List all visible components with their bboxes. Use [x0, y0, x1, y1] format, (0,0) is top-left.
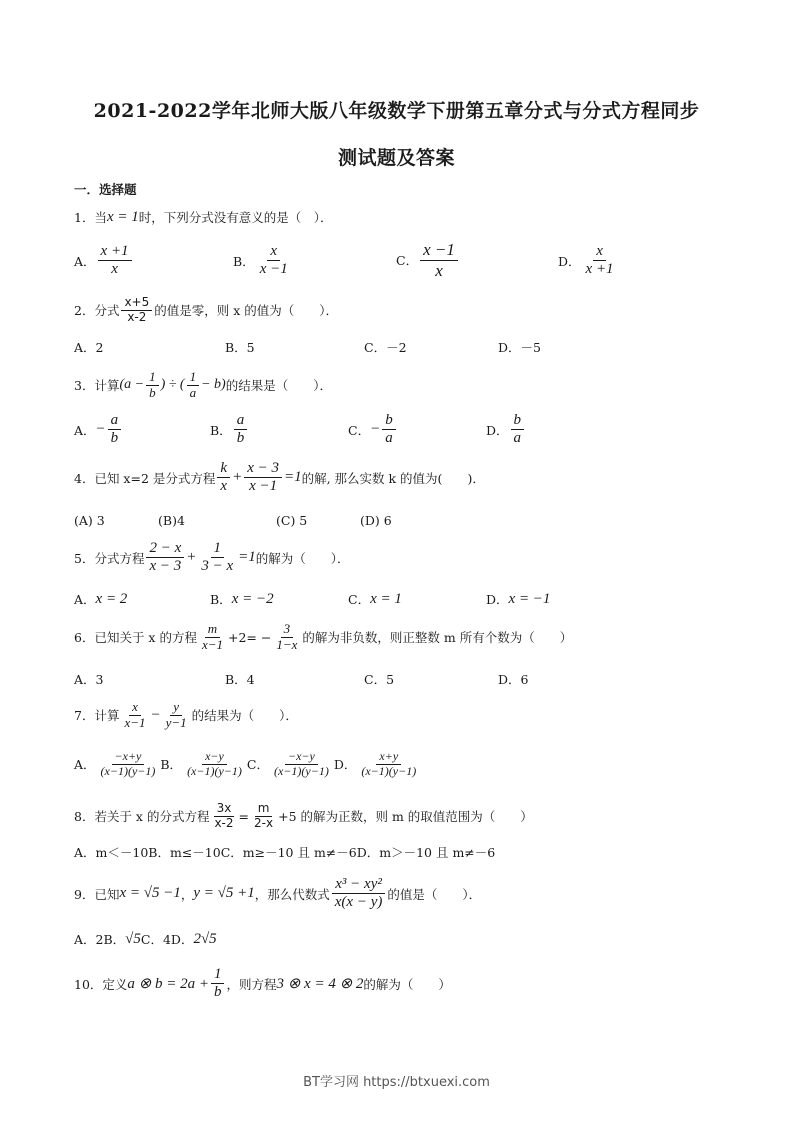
q9-options	[74, 930, 217, 948]
numerator: 1	[211, 966, 225, 984]
fraction	[199, 622, 226, 653]
q3-option-b	[210, 412, 249, 448]
option-label-d: D．	[333, 757, 357, 773]
denominator: b	[110, 430, 119, 447]
fraction	[244, 460, 282, 496]
numerator: k	[217, 460, 230, 478]
denominator: x(x − y)	[334, 894, 383, 911]
denominator: 3 − x	[201, 558, 234, 575]
section-heading: 一．选择题	[74, 182, 137, 197]
math-text: ，则方程	[226, 976, 277, 992]
option-math: x = −1	[508, 590, 551, 607]
sign: −	[370, 421, 381, 438]
option-label: B．	[210, 592, 232, 607]
q9-stem-post: 的值是（ ）．	[387, 886, 482, 902]
question-9	[74, 876, 481, 912]
q1-stem-pre: 1．当	[74, 210, 107, 225]
q2-stem-post: 的值是零，则 x 的值为（ ）．	[154, 303, 338, 319]
q1-math: x = 1	[106, 208, 139, 225]
numerator: 3x	[214, 802, 235, 817]
denominator: x	[220, 478, 228, 495]
option-label: B．	[233, 253, 255, 269]
denominator: x −1	[259, 261, 288, 278]
question-8	[74, 802, 533, 831]
numerator: 1	[187, 370, 200, 386]
numerator: x	[267, 243, 280, 261]
question-1	[74, 208, 333, 226]
numerator: x+5	[121, 296, 152, 311]
question-10	[74, 966, 451, 1002]
fraction	[251, 802, 276, 831]
numerator: m	[205, 622, 220, 638]
math-text: a ⊗ b = 2a +	[127, 976, 209, 993]
fraction	[198, 540, 236, 576]
fraction	[211, 966, 225, 1002]
fraction	[420, 240, 458, 280]
numerator: 2 − x	[146, 540, 184, 558]
numerator: x − 3	[244, 460, 282, 478]
separator: ，	[180, 886, 194, 902]
denominator: (x−1)(y−1)	[100, 763, 156, 778]
document-title-line-1: 2021-2022学年北师大版八年级数学下册第五章分式与分式方程同步	[93, 100, 700, 122]
q1-option-d	[558, 243, 619, 279]
math-text: (a −	[119, 377, 145, 393]
option-math: x = 2	[95, 590, 128, 607]
option-math: 2√5	[193, 930, 217, 947]
equals: =	[238, 808, 250, 824]
x-definition: x = √5 −1	[119, 885, 181, 902]
fraction	[187, 370, 200, 401]
q3-stem-pre: 3．计算	[74, 378, 120, 394]
question-4	[74, 460, 485, 496]
numerator: 3	[281, 622, 294, 638]
minus-sign: −	[150, 706, 161, 723]
numerator: b	[382, 412, 396, 430]
numerator: m	[255, 802, 273, 817]
q2-stem-pre: 2．分式	[74, 303, 120, 319]
denominator: b	[236, 430, 245, 447]
q4-stem-post: 的解, 那么实数 k 的值为( )．	[301, 470, 485, 486]
numerator: y	[170, 700, 182, 716]
fraction	[271, 750, 332, 779]
y-definition: y = √5 +1	[193, 885, 255, 902]
q8-options: A．m＜－10B．m≤－10C．m≥－10 且 m≠－6D．m＞－10 且 m≠－6	[74, 845, 496, 860]
fraction	[234, 412, 248, 448]
denominator: b	[213, 984, 222, 1001]
fraction	[98, 750, 159, 779]
denominator: (x−1)(y−1)	[361, 763, 417, 778]
fraction	[121, 700, 148, 731]
q4-option-d: (D) 6	[360, 513, 392, 528]
option-label: A．	[74, 422, 96, 438]
q5-stem-post: 的解为（ ）．	[255, 550, 350, 566]
math-text: − b)	[201, 377, 226, 393]
numerator: −x−y	[285, 750, 318, 765]
denominator: x − 3	[149, 558, 182, 575]
question-7	[74, 700, 298, 731]
q1-option-b	[233, 243, 293, 279]
q6-stem-post: 的解为非负数，则正整数 m 所有个数为（ ）	[302, 630, 573, 646]
option-label-c: C．	[246, 757, 269, 773]
fraction	[211, 802, 236, 831]
equation: 3 ⊗ x = 4 ⊗ 2	[276, 976, 364, 993]
option-label: C．	[348, 422, 371, 438]
fraction	[121, 296, 152, 325]
option-math: x = −2	[231, 590, 274, 607]
fraction	[184, 750, 245, 779]
math-text: +2= −	[228, 629, 272, 645]
denominator: 2-x	[254, 815, 274, 830]
q8-stem-post: +5 的解为正数，则 m 的取值范围为（ ）	[278, 809, 533, 825]
numerator: 1	[211, 540, 225, 558]
denominator: x−1	[201, 636, 223, 652]
denominator: x +1	[585, 261, 614, 278]
q10-stem-pre: 10．定义	[74, 976, 128, 992]
denominator: (x−1)(y−1)	[187, 763, 242, 778]
denominator: x	[111, 261, 118, 278]
denominator: x −1	[249, 478, 278, 495]
option-math: x = 1	[370, 590, 402, 607]
sign: −	[95, 421, 106, 438]
q1-option-a	[74, 243, 134, 279]
plus-sign: +	[186, 549, 197, 566]
denominator: y−1	[165, 714, 187, 730]
numerator: x +1	[98, 243, 132, 261]
denominator: a	[189, 384, 197, 400]
denominator: x	[435, 260, 443, 280]
q1-stem-post: 时，下列分式没有意义的是（ ）．	[138, 210, 333, 225]
q6-option-d: D．6	[498, 672, 529, 687]
question-3	[74, 370, 332, 401]
q6-option-b: B．4	[225, 672, 255, 687]
q5-option-a	[74, 590, 127, 608]
q2-option-d: D．－5	[498, 340, 541, 355]
q9-stem-pre: 9．已知	[74, 886, 120, 902]
q2-option-a: A．2	[74, 340, 104, 355]
denominator: a	[385, 430, 393, 447]
denominator: x−1	[124, 714, 146, 730]
question-6	[74, 622, 572, 653]
fraction	[108, 412, 122, 448]
option-label: D．	[486, 592, 509, 607]
numerator: x	[129, 700, 141, 716]
numerator: x−y	[202, 750, 227, 765]
plus-sign: +	[232, 469, 243, 486]
q5-stem-pre: 5．分式方程	[74, 550, 145, 566]
fraction	[217, 460, 230, 496]
q4-option-b: (B)4	[158, 513, 185, 528]
document-title-line-2: 测试题及答案	[337, 147, 455, 169]
q4-stem-pre: 4．已知 x=2 是分式方程	[74, 470, 216, 486]
numerator: x³ − xy²	[332, 876, 385, 894]
fraction	[332, 876, 386, 912]
q6-stem-pre: 6．已知关于 x 的方程	[74, 630, 197, 646]
option-label: C．	[348, 592, 371, 607]
question-2	[74, 296, 338, 325]
fraction	[273, 622, 300, 653]
fraction	[511, 412, 525, 448]
numerator: a	[108, 412, 122, 430]
fraction	[146, 370, 159, 401]
option-label: A．	[74, 253, 96, 269]
denominator: a	[513, 430, 522, 447]
numerator: b	[511, 412, 525, 430]
fraction	[146, 540, 184, 576]
q3-option-d	[486, 412, 526, 448]
footer-watermark: BT学习网 https://btxuexi.com	[303, 1075, 490, 1090]
fraction	[98, 243, 132, 279]
q3-option-a	[74, 412, 123, 448]
option-label-b: B．	[160, 757, 183, 773]
equals: =1	[238, 549, 256, 566]
numerator: −x+y	[112, 750, 145, 765]
denominator: x-2	[127, 309, 147, 324]
numerator: x	[593, 243, 606, 261]
question-5	[74, 540, 350, 576]
q3-stem-post: 的结果是（ ）．	[225, 378, 332, 394]
denominator: b	[149, 384, 156, 400]
q7-options	[74, 750, 421, 779]
denominator: (x−1)(y−1)	[273, 763, 329, 778]
q4-option-a: (A) 3	[74, 513, 105, 528]
q2-option-b: B．5	[225, 340, 255, 355]
q5-option-d	[486, 590, 550, 608]
option-label: A．	[74, 592, 96, 607]
q4-option-c: (C) 5	[276, 513, 308, 528]
option-text: C．4D．	[140, 932, 194, 947]
q6-option-c: C．5	[364, 672, 395, 687]
option-label-a: A．	[74, 757, 96, 773]
q8-stem-pre: 8．若关于 x 的分式方程	[74, 809, 210, 825]
math-text: ，那么代数式	[254, 886, 330, 902]
q5-option-b	[210, 590, 274, 608]
denominator: x-2	[214, 815, 234, 830]
numerator: x −1	[420, 240, 458, 261]
option-math: √5	[125, 930, 141, 947]
q10-stem-post: 的解为（ ）	[363, 976, 451, 992]
fraction	[358, 750, 419, 779]
fraction	[583, 243, 617, 279]
option-text: A．2B．	[74, 932, 126, 947]
math-text: ) ÷ (	[160, 377, 185, 393]
q6-option-a: A．3	[74, 672, 104, 687]
option-label: B．	[210, 422, 232, 438]
q2-option-c: C．－2	[364, 340, 407, 355]
option-label: D．	[486, 422, 509, 438]
q3-option-c	[348, 412, 398, 448]
fraction	[163, 700, 190, 731]
option-label: D．	[558, 253, 581, 269]
q7-stem-pre: 7．计算	[74, 708, 120, 724]
numerator: 1	[146, 370, 159, 386]
denominator: 1−x	[276, 636, 298, 652]
q7-stem-post: 的结果为（ ）．	[191, 708, 298, 724]
numerator: a	[234, 412, 248, 430]
option-label: C．	[396, 253, 419, 269]
fraction	[382, 412, 396, 448]
equals: =1	[283, 469, 302, 486]
q1-option-c	[396, 240, 460, 280]
q5-option-c	[348, 590, 402, 608]
fraction	[257, 243, 291, 279]
numerator: x+y	[376, 750, 401, 765]
